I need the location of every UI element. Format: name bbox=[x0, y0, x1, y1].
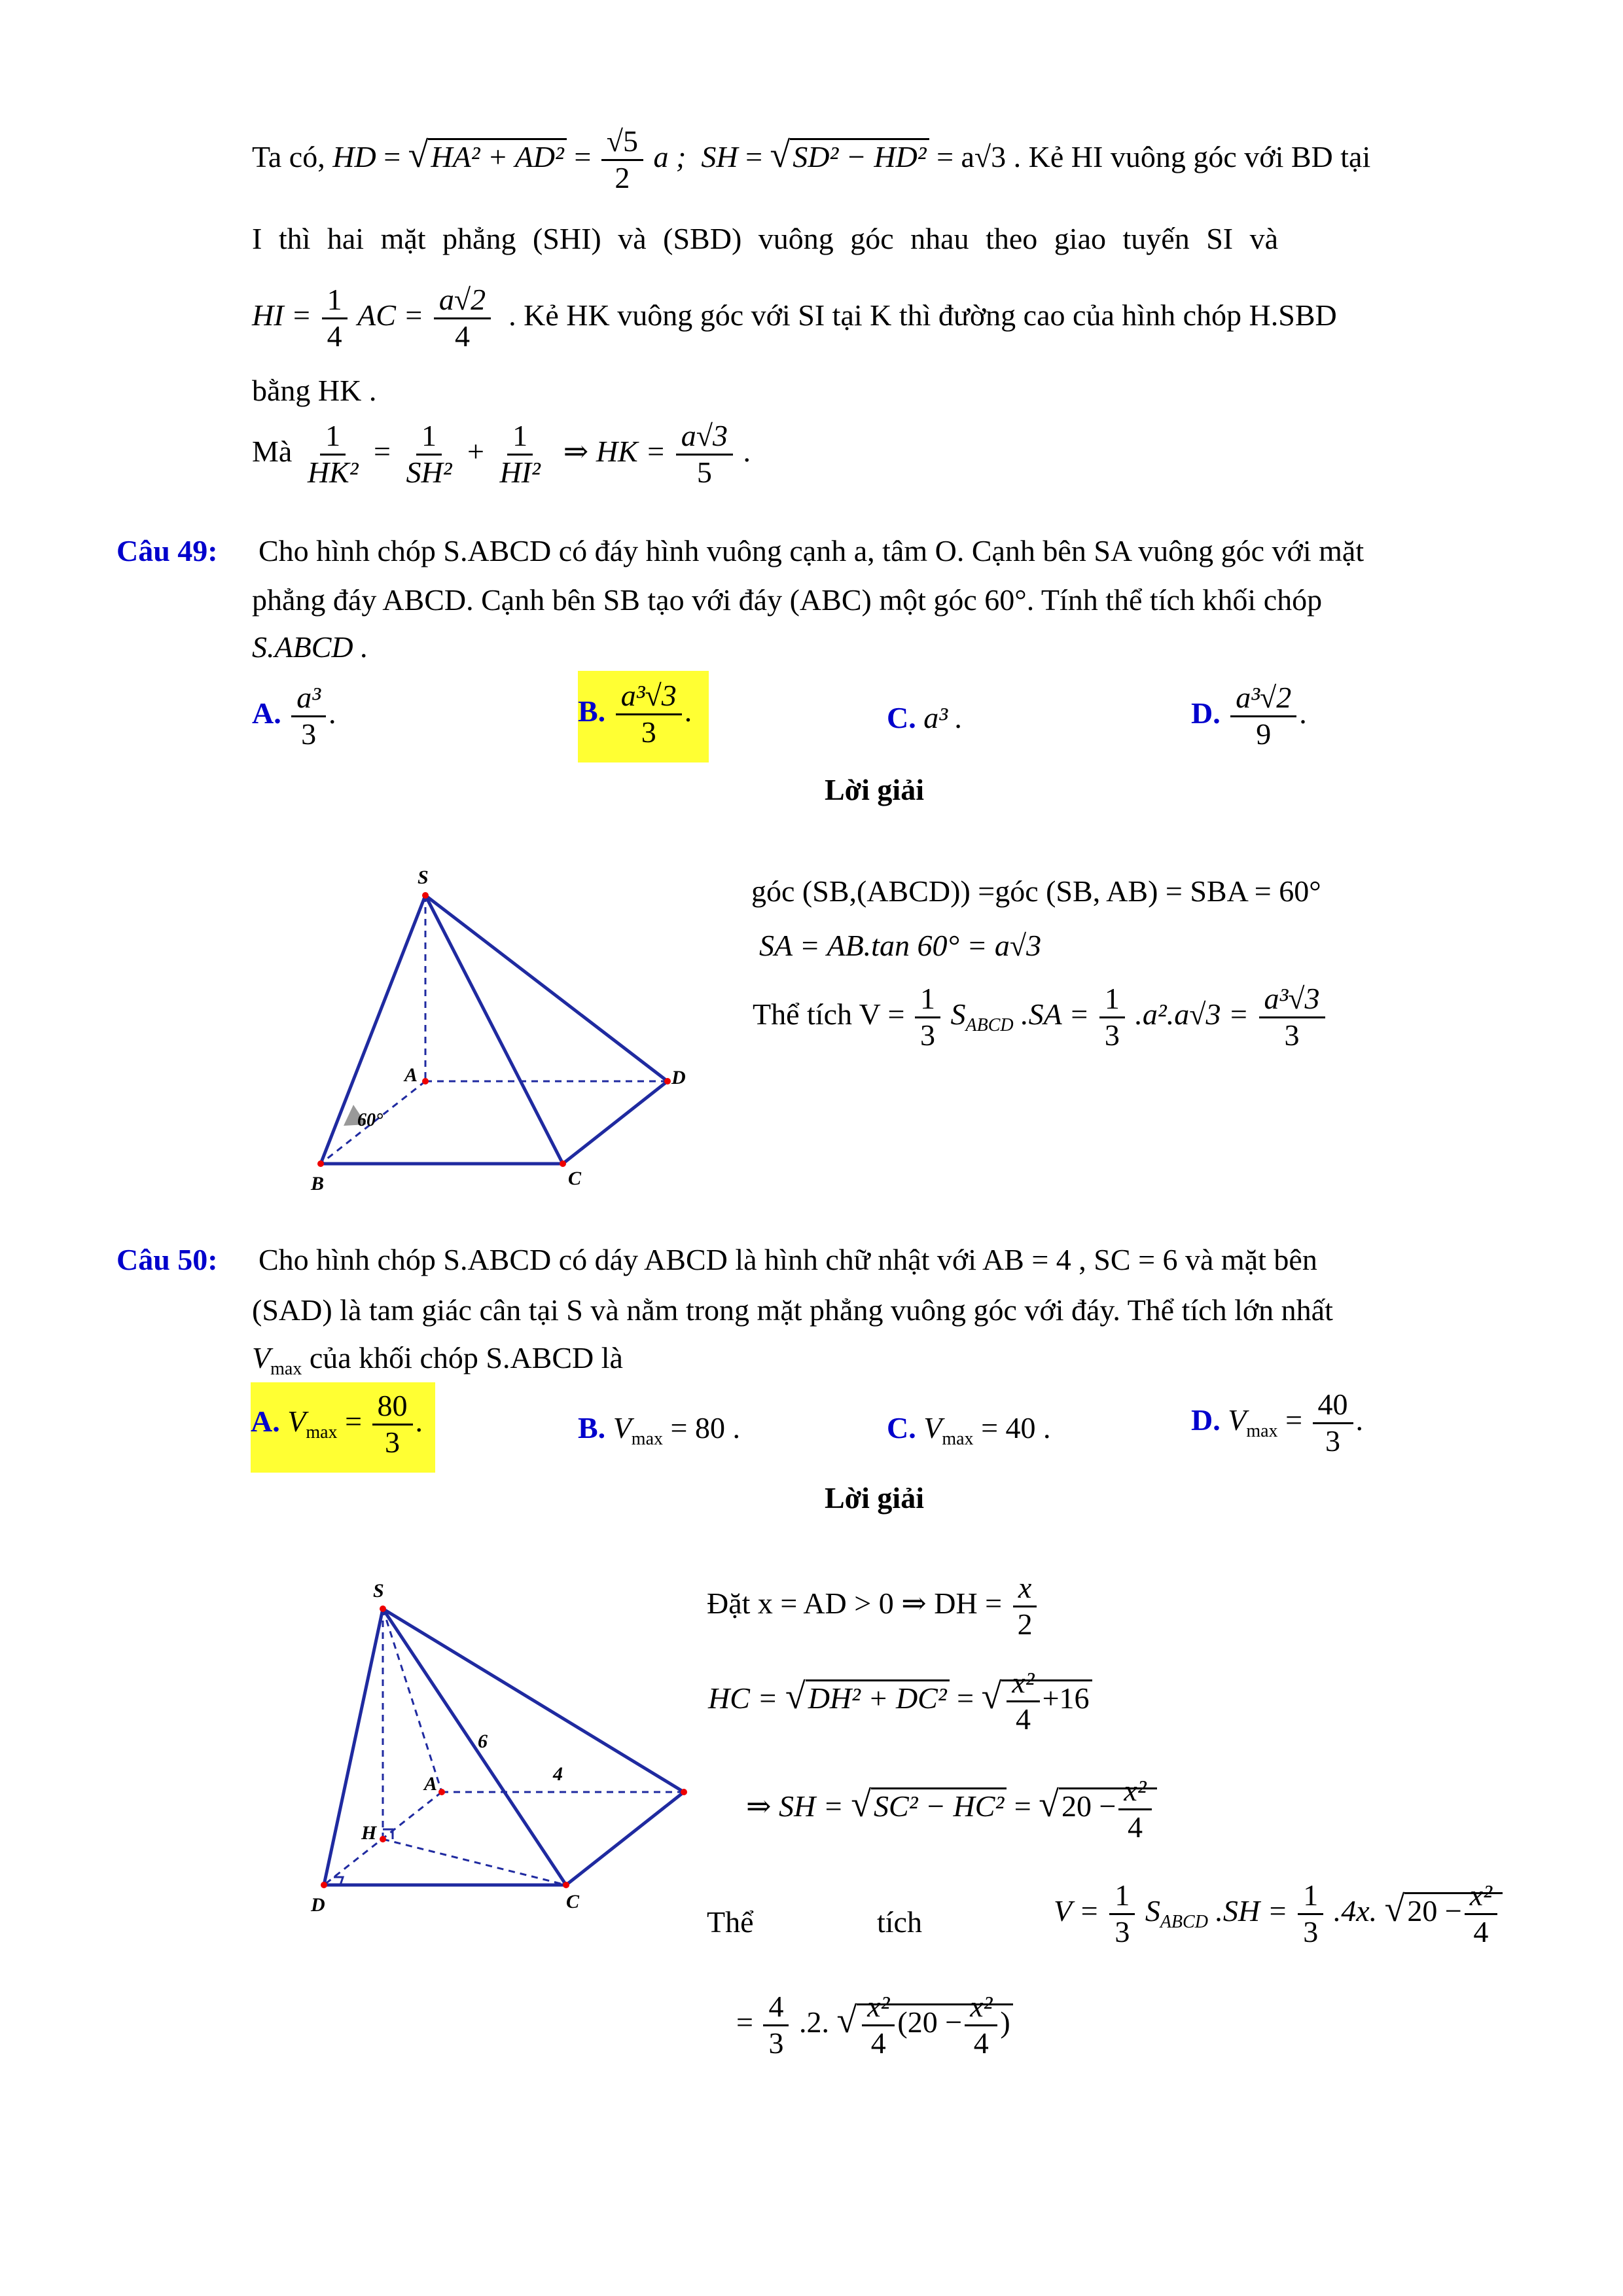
label-a: A bbox=[424, 1773, 438, 1795]
label-d: D bbox=[671, 1067, 686, 1088]
label-b: B bbox=[311, 1173, 325, 1194]
label-c: C bbox=[568, 1168, 582, 1189]
label-a: A bbox=[404, 1064, 418, 1086]
q50-option-d[interactable]: D. $V_{max}$ = $\frac{40}{3}$ . bbox=[1191, 1388, 1364, 1458]
label-s: S bbox=[418, 867, 429, 888]
label-h: H bbox=[361, 1822, 377, 1844]
q49-text-3: S.ABCD . bbox=[252, 630, 368, 664]
prev-line-4: bằng HK . bbox=[252, 374, 377, 407]
q50-sol-3: ⇒ SH = √SC² − HC² = √20 − $\frac{\text{x²}}{4}$ bbox=[746, 1774, 1157, 1845]
q49-text-2: phẳng đáy ABCD. Cạnh bên SB tạo với đáy (ABC) một góc 60°. Tính thể tích khối chóp bbox=[252, 583, 1323, 617]
prev-line-3: HI = $\frac{1}{4}$ AC = $\frac{a√2}{4}$ . Kẻ HK vuông góc với SI tại K thì đường cao của hình chóp H.SBD bbox=[252, 283, 1337, 353]
q50-solution-title: Lời giải bbox=[825, 1481, 924, 1515]
q49-option-c[interactable]: C. a³ . bbox=[887, 701, 963, 734]
q49-option-a[interactable]: A. $\frac{\text{a³}}{3}$ . bbox=[252, 681, 336, 751]
q50-text-3: $V_{max}$ của khối chóp S.ABCD là bbox=[252, 1341, 623, 1380]
label-c: C bbox=[566, 1891, 580, 1912]
q49-option-d[interactable]: D. $\frac{\text{a³√2}}{9}$ . bbox=[1191, 681, 1307, 751]
q50-sol-5: = $\frac{4}{3}$ .2. √ $\frac{\text{x²}}{4}$ (20 − $\frac{\text{x²}}{4}$ ) bbox=[736, 1990, 1013, 2061]
q49-sol-2: SA = AB.tan 60° = a√3 bbox=[759, 929, 1042, 962]
q50-text-1: Cho hình chóp S.ABCD có dáy ABCD là hình chữ nhật với AB = 4 , SC = 6 và mặt bên bbox=[259, 1243, 1317, 1276]
q49-sol-3: Thể tích V = $\frac{1}{3}$ $S_{ABCD}$ .SA = $\frac{1}{3}$ .a².a√3 = $\frac{\text{a³√3}}{3}$ bbox=[753, 982, 1328, 1053]
q49-pyramid-figure bbox=[288, 864, 707, 1204]
label-edge-4: 4 bbox=[553, 1763, 563, 1785]
q49-option-b[interactable]: B. $\frac{\text{a³√3}}{3}$ . bbox=[578, 671, 709, 762]
q50-sol-1: Đặt x = AD > 0 ⇒ DH = $\frac{x}{2}$ bbox=[707, 1571, 1041, 1642]
q50-option-b[interactable]: B. $V_{max} = 80$ . bbox=[578, 1411, 740, 1450]
q50-sol-4a: Thể bbox=[707, 1905, 754, 1939]
q50-sol-2: HC = √DH² + DC² = √ $\frac{\text{x²}}{4}$ +16 bbox=[708, 1666, 1092, 1737]
prev-line-2: I thì hai mặt phẳng (SHI) và (SBD) vuông góc nhau theo giao tuyến SI và bbox=[252, 222, 1279, 255]
prev-line-5: Mà $\frac{1}{\text{HK²}}$ = $\frac{1}{\text{SH²}}$ + $\frac{1}{\text{HI²}}$ ⇒ HK = $\frac{a√3}{5}$ . bbox=[252, 419, 751, 489]
label-edge-6: 6 bbox=[478, 1731, 488, 1752]
q49-sol-1: góc (SB,(ABCD)) =góc (SB, AB) = SBA = 60° bbox=[751, 874, 1321, 908]
q49-solution-title: Lời giải bbox=[825, 773, 924, 806]
q50-text-2: (SAD) là tam giác cân tại S và nằm trong mặt phẳng vuông góc với đáy. Thể tích lớn nhất bbox=[252, 1293, 1333, 1327]
q49-text-1: Cho hình chóp S.ABCD có đáy hình vuông cạnh a, tâm O. Cạnh bên SA vuông góc với mặt bbox=[259, 534, 1364, 567]
q50-sol-4: V = $\frac{1}{3}$ $S_{ABCD}$ .SH = $\frac{1}{3}$ .4x. √20 − $\frac{\text{x²}}{4}$ bbox=[1054, 1878, 1503, 1950]
q50-option-c[interactable]: C. $V_{max} = 40$ . bbox=[887, 1411, 1051, 1450]
q50-pyramid-figure bbox=[301, 1577, 707, 1931]
q50-sol-4b: tích bbox=[877, 1905, 922, 1939]
q50-label: Câu 50: bbox=[116, 1243, 218, 1276]
label-angle: 60° bbox=[357, 1110, 383, 1130]
q50-option-a[interactable]: A. $V_{max}$ = $\frac{80}{3}$ . bbox=[251, 1382, 435, 1473]
label-s: S bbox=[373, 1580, 384, 1602]
prev-line-1: Ta có, HD = √HA² + AD² = $\frac{√5}{2}$ a ; SH = √SD² − HD² = a√3 . Kẻ HI vuông góc với BD tại bbox=[252, 124, 1371, 194]
label-d: D bbox=[311, 1894, 325, 1916]
q49-label: Câu 49: bbox=[116, 534, 218, 567]
